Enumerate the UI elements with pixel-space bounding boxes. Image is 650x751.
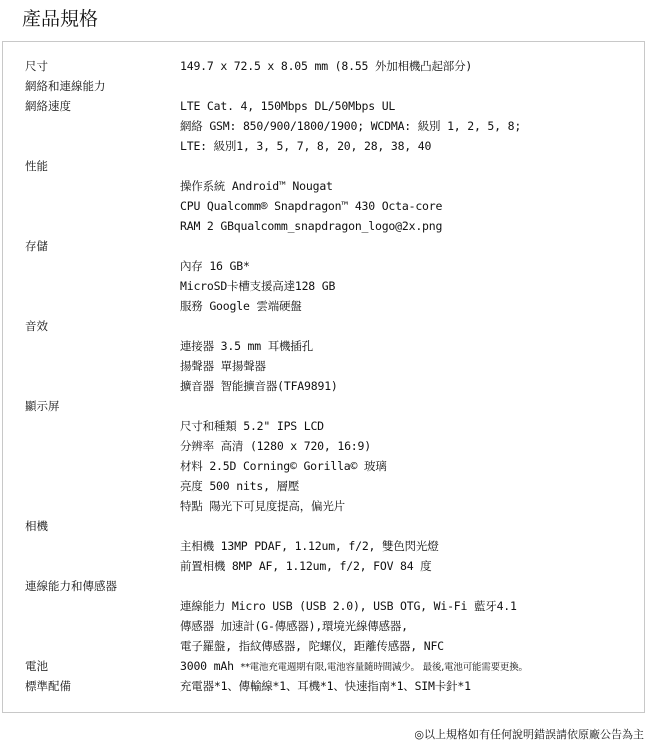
spec-value-text: 特點 陽光下可見度提高，偏光片 xyxy=(180,499,345,513)
spec-label: 連線能力和傳感器 xyxy=(25,579,117,593)
spec-row xyxy=(3,336,644,356)
spec-row xyxy=(3,456,644,476)
spec-row xyxy=(3,256,644,276)
spec-label: 網絡和連線能力 xyxy=(25,79,106,93)
spec-row xyxy=(3,616,644,636)
spec-value-text: CPU Qualcomm® Snapdragon™ 430 Octa-core xyxy=(180,199,443,213)
spec-row xyxy=(3,356,644,376)
spec-value xyxy=(180,616,408,636)
spec-row xyxy=(3,116,644,136)
spec-row xyxy=(3,576,644,596)
spec-row xyxy=(3,196,644,216)
spec-value xyxy=(180,436,371,456)
spec-value-text: 分辨率 高清 (1280 x 720, 16:9) xyxy=(180,439,371,453)
spec-value-text: 連線能力 Micro USB (USB 2.0), USB OTG, Wi-Fi 藍牙4.1 xyxy=(180,599,517,613)
spec-value-text: 連接器 3.5 mm 耳機插孔 xyxy=(180,339,313,353)
spec-value-text: 主相機 13MP PDAF, 1.12um, f/2, 雙色閃光燈 xyxy=(180,539,439,553)
spec-value-text: 亮度 500 nits, 層壓 xyxy=(180,479,300,493)
spec-value-text: 內存 16 GB* xyxy=(180,259,250,273)
footer-note: ◎以上規格如有任何說明錯誤請依原廠公告為主 xyxy=(414,728,644,741)
spec-value-text: 操作系統 Android™ Nougat xyxy=(180,179,333,193)
spec-value xyxy=(180,196,442,216)
spec-row xyxy=(3,676,644,696)
spec-value xyxy=(180,136,431,156)
spec-value-text: 尺寸和種類 5.2" IPS LCD xyxy=(180,419,324,433)
spec-row xyxy=(3,236,644,256)
spec-label: 尺寸 xyxy=(25,59,48,73)
spec-table xyxy=(2,41,645,713)
spec-row xyxy=(3,436,644,456)
spec-row xyxy=(3,656,644,676)
spec-row xyxy=(3,136,644,156)
spec-row xyxy=(3,56,644,76)
spec-row xyxy=(3,396,644,416)
spec-row xyxy=(3,596,644,616)
spec-row xyxy=(3,176,644,196)
spec-value xyxy=(180,336,313,356)
spec-row xyxy=(3,316,644,336)
spec-value xyxy=(180,216,442,236)
spec-value-text: 3000 mAh xyxy=(180,659,234,673)
spec-value-text: 充電器*1、傳輸線*1、耳機*1、快速指南*1、SIM卡針*1 xyxy=(180,679,471,693)
spec-label: 電池 xyxy=(25,659,48,673)
spec-value xyxy=(180,556,431,576)
spec-value-text: MicroSD卡槽支援高達128 GB xyxy=(180,279,336,293)
spec-value xyxy=(180,596,517,616)
spec-value-text: 揚聲器 單揚聲器 xyxy=(180,359,266,373)
spec-row xyxy=(3,276,644,296)
spec-value xyxy=(180,176,333,196)
spec-value xyxy=(180,376,338,396)
spec-label: 音效 xyxy=(25,319,48,333)
spec-value xyxy=(180,356,266,376)
spec-value-text: 網絡 GSM: 850/900/1800/1900; WCDMA: 級別 1, 2, 5, 8; xyxy=(180,119,522,133)
spec-row xyxy=(3,156,644,176)
spec-value-text: 電子羅盤, 指紋傳感器, 陀螺仪，距離传感器, NFC xyxy=(180,639,444,653)
spec-value xyxy=(180,96,395,116)
spec-value xyxy=(180,496,345,516)
spec-row xyxy=(3,96,644,116)
spec-value xyxy=(180,276,335,296)
spec-label: 顯示屏 xyxy=(25,399,60,413)
spec-label: 性能 xyxy=(25,159,48,173)
spec-row xyxy=(3,636,644,656)
spec-value-text: 前置相機 8MP AF, 1.12um, f/2, FOV 84 度 xyxy=(180,559,432,573)
spec-row xyxy=(3,476,644,496)
spec-value xyxy=(180,116,521,136)
spec-label: 存儲 xyxy=(25,239,48,253)
spec-value xyxy=(180,656,528,678)
spec-row xyxy=(3,536,644,556)
spec-value xyxy=(180,676,471,696)
spec-label: 網絡速度 xyxy=(25,99,71,113)
spec-row xyxy=(3,516,644,536)
spec-row xyxy=(3,496,644,516)
spec-value xyxy=(180,476,299,496)
spec-label: 相機 xyxy=(25,519,48,533)
spec-value-note: **電池充電週期有限,電池容量隨時間減少。 最後,電池可能需要更換。 xyxy=(240,662,528,673)
spec-value-text: 149.7 x 72.5 x 8.05 mm (8.55 外加相機凸起部分) xyxy=(180,59,473,73)
spec-row xyxy=(3,556,644,576)
spec-value-text: 傳感器 加速計(G-傳感器),環境光線傳感器, xyxy=(180,619,408,633)
spec-row xyxy=(3,76,644,96)
spec-value-text: LTE Cat. 4, 150Mbps DL/50Mbps UL xyxy=(180,99,396,113)
spec-value xyxy=(180,456,387,476)
spec-row xyxy=(3,296,644,316)
spec-value xyxy=(180,536,439,556)
spec-value xyxy=(180,256,250,276)
spec-value xyxy=(180,416,324,436)
spec-value xyxy=(180,296,302,316)
spec-value-text: 擴音器 智能擴音器(TFA9891) xyxy=(180,379,338,393)
spec-value-text: LTE: 級別1, 3, 5, 7, 8, 20, 28, 38, 40 xyxy=(180,139,432,153)
spec-row xyxy=(3,416,644,436)
spec-label: 標準配備 xyxy=(25,679,71,693)
page-title: 產品規格 xyxy=(22,8,99,30)
spec-row xyxy=(3,376,644,396)
spec-value-text: 服務 Google 雲端硬盤 xyxy=(180,299,302,313)
spec-value xyxy=(180,56,472,76)
spec-value-text: RAM 2 GBqualcomm_snapdragon_logo@2x.png xyxy=(180,219,443,233)
spec-value xyxy=(180,636,444,656)
spec-value-text: 材料 2.5D Corning© Gorilla© 玻璃 xyxy=(180,459,387,473)
spec-row xyxy=(3,216,644,236)
